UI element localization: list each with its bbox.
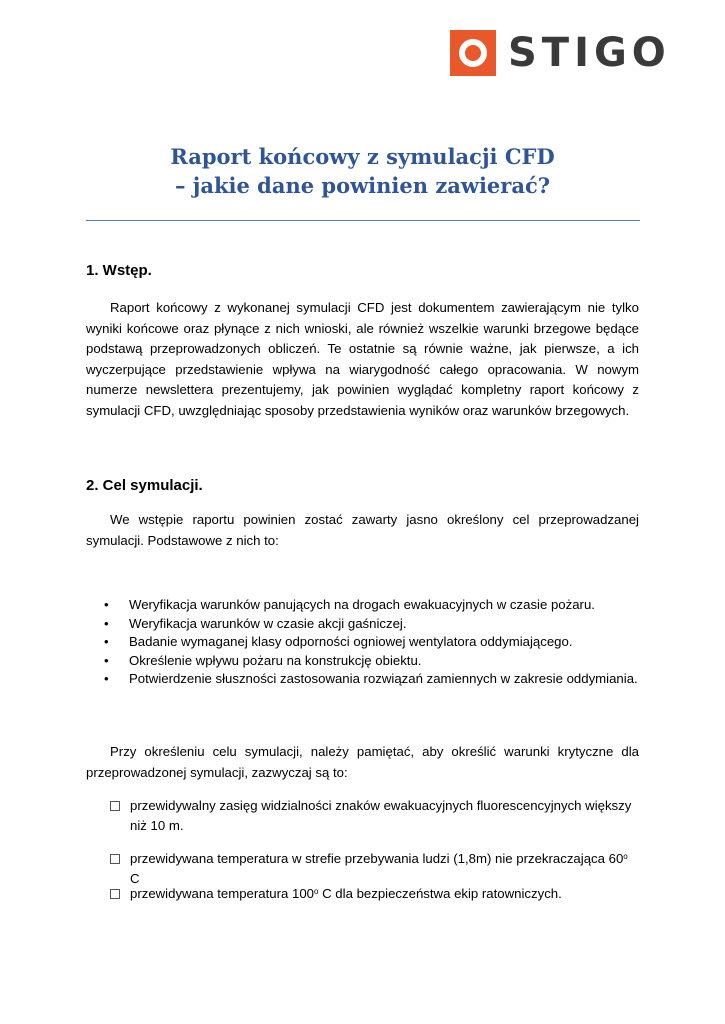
- section-1-heading: 1. Wstęp.: [86, 262, 152, 279]
- logo-text: STIGO: [508, 30, 671, 76]
- stigo-logo-mark-icon: [450, 30, 496, 76]
- bullet-icon: •: [104, 634, 109, 649]
- list-item: • Badanie wymaganej klasy odporności ogniowej wentylatora oddymiającego.: [86, 633, 639, 652]
- criteria-intro: Przy określeniu celu symulacji, należy pamiętać, aby określić warunki krytyczne dla przeprowadzonej symulacji, zazwyczaj są to:: [86, 744, 639, 780]
- list-item: • Określenie wpływu pożaru na konstrukcję obiektu.: [86, 652, 639, 671]
- section-2-intro: We wstępie raportu powinien zostać zawarty jasno określony cel przeprowadzanej symulacji. Podstawowe z nich to:: [86, 512, 639, 548]
- title-divider: [86, 220, 640, 221]
- criteria-item: przewidywana temperatura 100$^o$ C dla bezpieczeństwa ekip ratowniczych.: [86, 884, 639, 904]
- section-1-paragraph: Raport końcowy z wykonanej symulacji CFD jest dokumentem zawierającym nie tylko wyniki końcowe oraz płynące z nich wnioski, ale również wszelkie warunki brzegowe będące podstawą przeprowadzonych obliczeń. Te ostatnie są równie ważne, jak pierwsze, a ich wyczerpujące przedstawienie wpływa na wiarygodność całego opracowania. W nowym numerze newslettera prezentujemy, jak powinien wyglądać kompletny raport końcowy z symulacji CFD, uwzględniając sposoby przedstawienia wyników oraz warunków brzegowych.: [86, 300, 639, 418]
- checkbox-square-icon: [110, 801, 120, 811]
- simulation-goals-list: [86, 596, 639, 689]
- criteria-item: przewidywalny zasięg widzialności znaków ewakuacyjnych fluorescencyjnych większy niż 10 m.: [86, 796, 639, 836]
- bullet-icon: •: [104, 597, 109, 612]
- checkbox-square-icon: [110, 854, 120, 864]
- bullet-icon: •: [104, 671, 109, 686]
- list-item: • Weryfikacja warunków w czasie akcji gaśniczej.: [86, 615, 639, 634]
- bullet-icon: •: [104, 652, 109, 668]
- title-line-1: Raport końcowy z symulacji CFD: [170, 144, 555, 169]
- list-item: • Weryfikacja warunków panujących na drogach ewakuacyjnych w czasie pożaru.: [86, 596, 639, 615]
- criteria-item: przewidywana temperatura w strefie przebywania ludzi (1,8m) nie przekraczająca 60$^o$ C: [86, 849, 639, 889]
- section-2-heading: 2. Cel symulacji.: [86, 477, 203, 494]
- bullet-icon: •: [104, 615, 109, 631]
- document-title: [0, 142, 725, 200]
- title-line-2: – jakie dane powinien zawierać?: [174, 173, 551, 198]
- list-item: • Potwierdzenie słuszności zastosowania rozwiązań zamiennych w zakresie oddymiania.: [86, 670, 639, 689]
- checkbox-square-icon: [110, 889, 120, 899]
- stigo-logo: [450, 29, 671, 77]
